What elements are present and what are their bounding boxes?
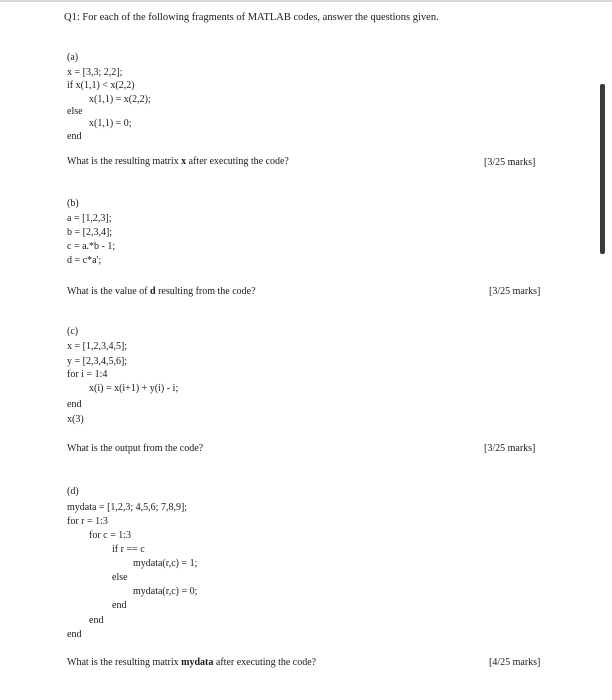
part-c-code-line: x(3): [67, 414, 84, 425]
part-d-code-line: end: [67, 629, 82, 640]
part-a-question: What is the resulting matrix x after executing the code?: [67, 156, 289, 167]
part-c-code-line: x = [1,2,3,4,5];: [67, 341, 128, 352]
part-d-code-line: mydata(r,c) = 0;: [133, 586, 198, 597]
part-d-code-line: mydata(r,c) = 1;: [133, 558, 198, 569]
question-title: Q1: For each of the following fragments of MATLAB codes, answer the questions given.: [64, 12, 439, 23]
part-d-question: What is the resulting matrix mydata after executing the code?: [67, 657, 317, 668]
part-b-code-line: d = c*a';: [67, 255, 102, 266]
part-c-label: (c): [67, 326, 79, 337]
part-a-code-line: end: [67, 131, 82, 142]
part-d-code-line: mydata = [1,2,3; 4,5,6; 7,8,9];: [67, 502, 188, 513]
part-c-code-line: x(i) = x(i+1) + y(i) - i;: [89, 383, 179, 394]
scrollbar-thumb[interactable]: [600, 84, 605, 254]
part-a-code-line: if x(1,1) < x(2,2): [67, 80, 135, 91]
part-d-code-line: end: [112, 600, 127, 611]
part-c-marks: [3/25 marks]: [484, 443, 536, 454]
part-b-marks: [3/25 marks]: [489, 286, 541, 297]
part-d-code-line: for r = 1:3: [67, 516, 108, 527]
part-c-code-line: y = [2,3,4,5,6];: [67, 356, 128, 367]
part-c-code-line: for i = 1:4: [67, 369, 108, 380]
part-a-code-line: x(1,1) = 0;: [89, 118, 132, 129]
part-b-question: What is the value of d resulting from the code?: [67, 286, 256, 297]
part-b-code-line: b = [2,3,4];: [67, 227, 113, 238]
part-c-code-line: end: [67, 399, 82, 410]
part-a-marks: [3/25 marks]: [484, 157, 536, 168]
part-a-code-line: else: [67, 106, 83, 117]
part-c-question: What is the output from the code?: [67, 443, 204, 454]
part-b-code-line: c = a.*b - 1;: [67, 241, 116, 252]
part-d-code-line: for c = 1:3: [89, 530, 132, 541]
part-b-code-line: a = [1,2,3];: [67, 213, 112, 224]
part-d-code-line: end: [89, 615, 104, 626]
part-a-code-line: x = [3,3; 2,2];: [67, 67, 123, 78]
part-a-code-line: x(1,1) = x(2,2);: [89, 94, 151, 105]
top-divider: [0, 0, 612, 2]
part-d-marks: [4/25 marks]: [489, 657, 541, 668]
part-d-code-line: else: [112, 572, 128, 583]
part-d-label: (d): [67, 486, 79, 497]
part-b-label: (b): [67, 198, 79, 209]
part-d-code-line: if r == c: [112, 544, 145, 555]
part-a-label: (a): [67, 52, 79, 63]
